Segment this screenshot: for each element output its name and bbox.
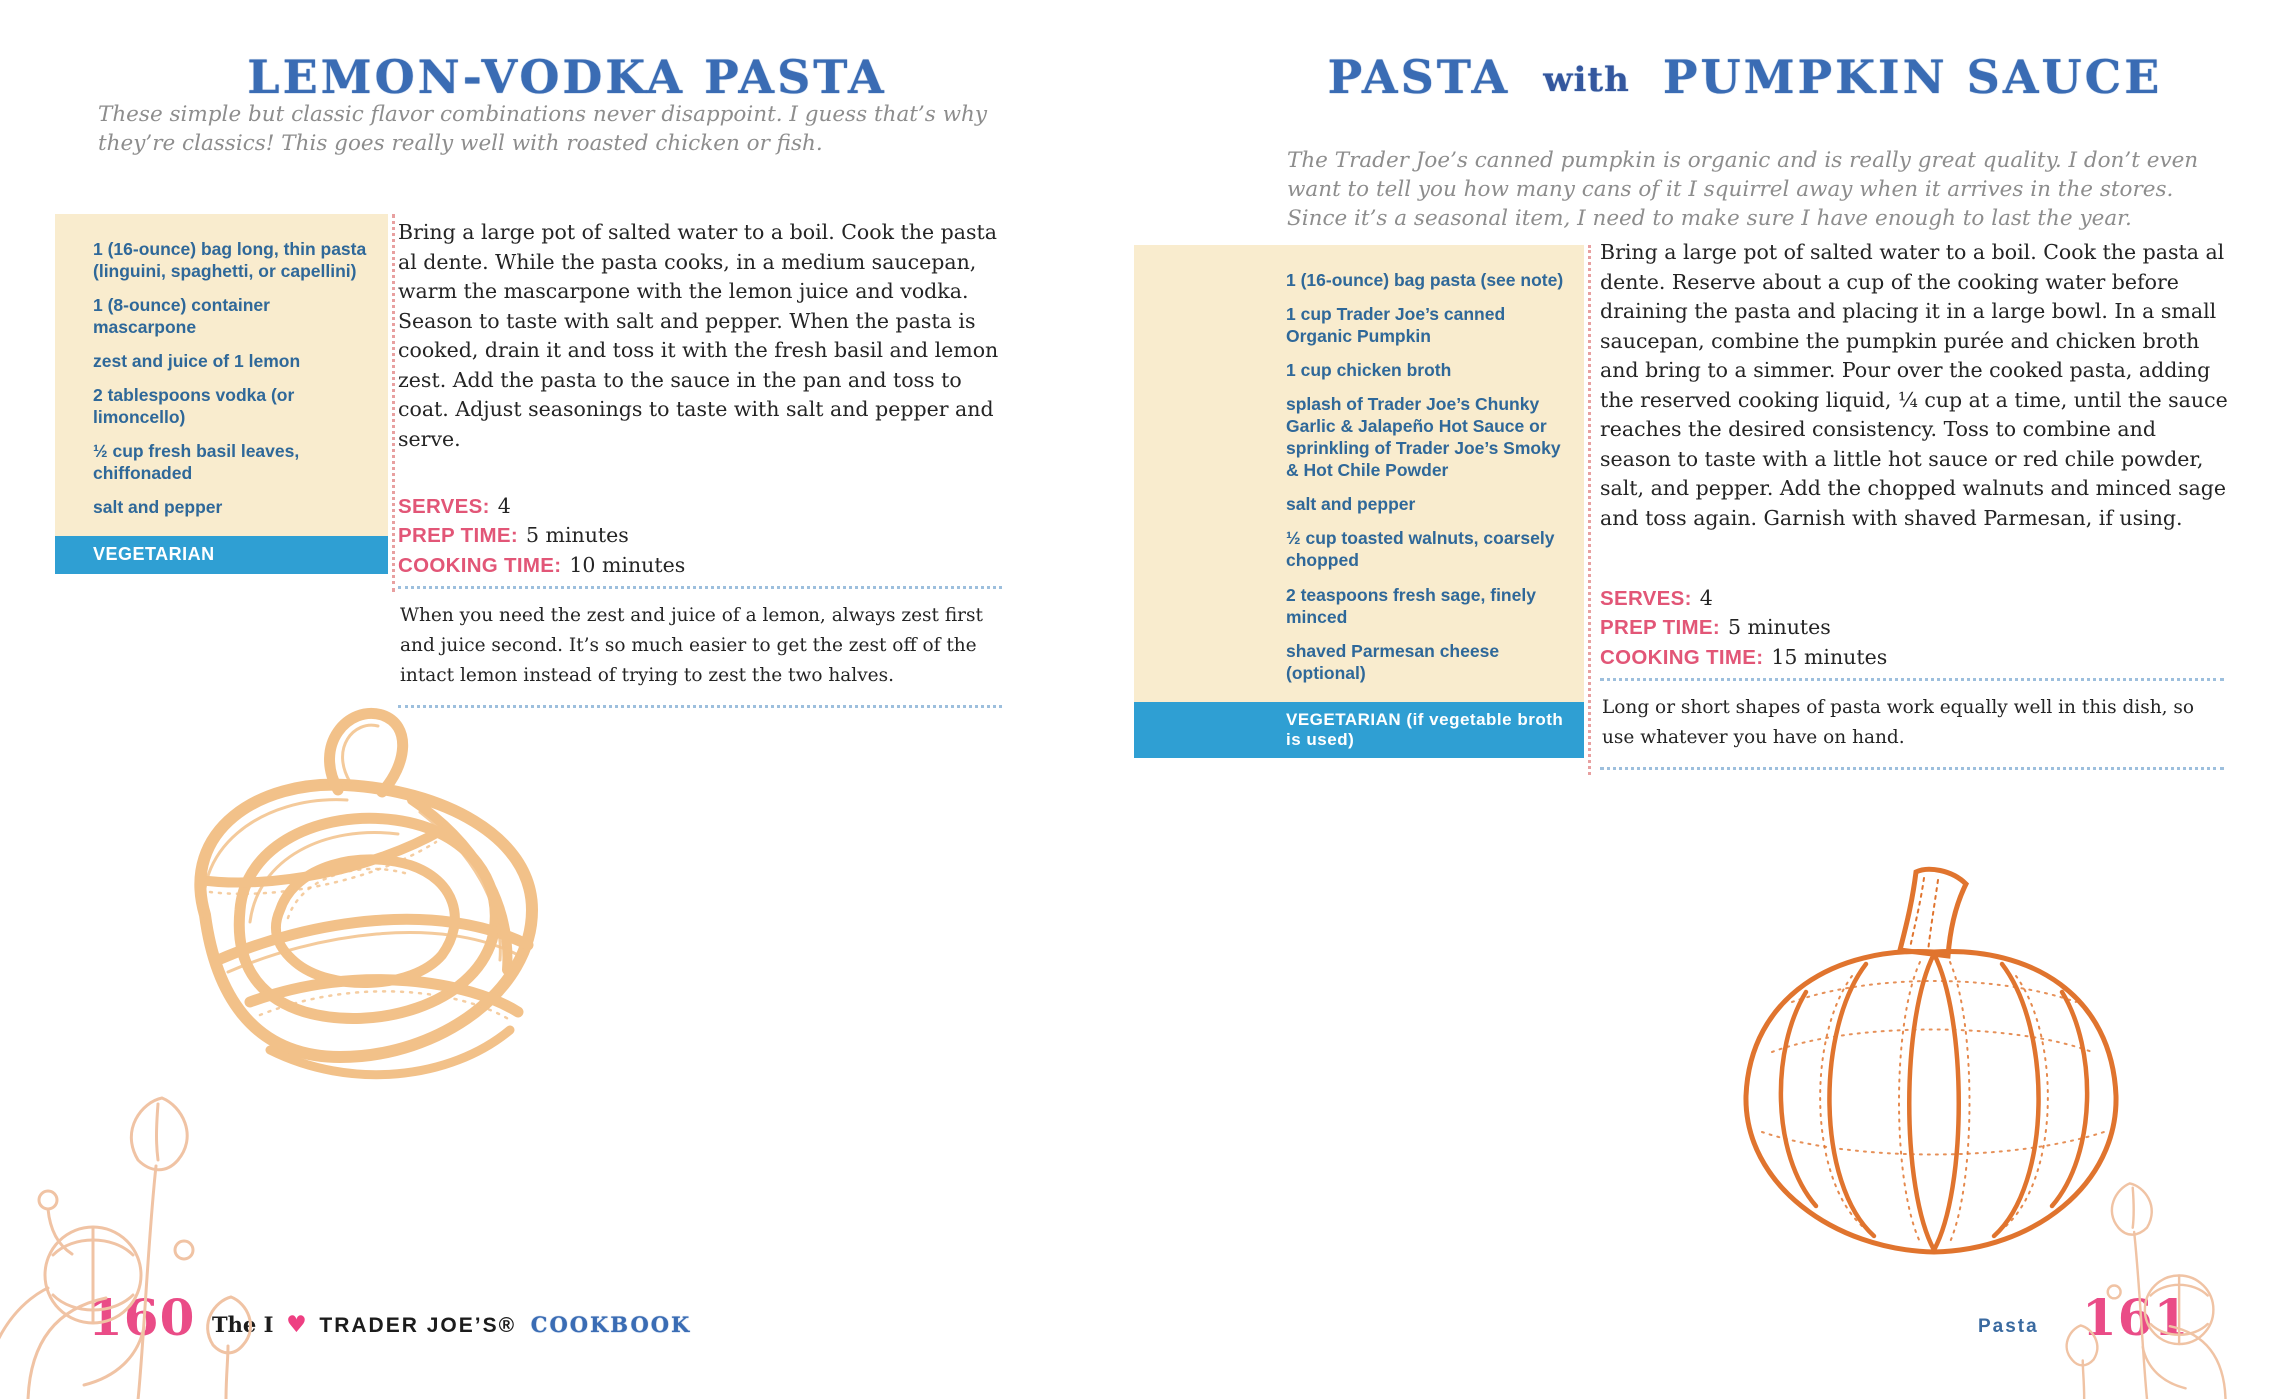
ingredient-item: zest and juice of 1 lemon (93, 351, 301, 372)
ingredient-item: shaved Parmesan cheese (optional) (1286, 640, 1500, 683)
ingredient-item: 1 (8-ounce) container mascarpone (93, 295, 270, 338)
cook-label: COOKING TIME: (1600, 645, 1764, 669)
recipe-tip-left: When you need the zest and juice of a lemon, always zest first and juice second. It’s so much easier to get the zest off of the intact lemon instead of trying to zest the two halves. (398, 586, 1002, 708)
dotted-divider-vertical (1588, 245, 1591, 775)
cook-value: 10 minutes (569, 552, 686, 577)
serves-value: 4 (1699, 586, 1713, 610)
book-title-prefix: The I (212, 1312, 274, 1337)
floral-corner-left-icon (0, 1040, 288, 1399)
page-title-left: LEMON-VODKA PASTA (247, 50, 887, 104)
ingredient-item: 1 cup chicken broth (1286, 360, 1452, 381)
serves-label: SERVES: (398, 495, 490, 518)
serves-value: 4 (497, 494, 511, 518)
ingredient-item: 1 cup Trader Joe’s canned Organic Pumpkin (1286, 304, 1506, 347)
prep-line (398, 521, 1004, 550)
ingredient-box-left (55, 214, 388, 574)
prep-value: 5 minutes (525, 523, 629, 548)
vegetarian-badge: VEGETARIAN (if vegetable broth is used) (1134, 702, 1584, 759)
vegetarian-badge: VEGETARIAN (55, 536, 388, 574)
recipe-meta-left (398, 492, 1004, 580)
prep-value: 5 minutes (1727, 615, 1831, 640)
ingredient-item: salt and pepper (1286, 494, 1416, 515)
ingredient-item: salt and pepper (93, 497, 223, 518)
recipe-instructions-left: Bring a large pot of salted water to a boil. Cook the pasta al dente. While the pasta cooks, in a medium saucepan, warm the mascarpone with the lemon juice and vodka. Season to taste with salt and pepper. When the pasta is cooked, drain it and toss it with the fresh basil and lemon zest. Add the pasta to the sauce in the pan and toss to coat. Adjust seasonings to taste with salt and pepper and serve. (398, 220, 999, 451)
floral-corner-right-icon (2022, 1142, 2269, 1399)
page-number-right: 161 (2082, 1288, 2190, 1347)
recipe-meta-right (1600, 584, 2228, 672)
serves-line (1600, 584, 2228, 613)
page-number-left: 160 (88, 1288, 196, 1347)
serves-label: SERVES: (1600, 587, 1692, 610)
ingredient-item: 1 (16-ounce) bag pasta (see note) (1286, 270, 1564, 290)
ingredient-item: splash of Trader Joe’s Chunky Garlic & Jalapeño Hot Sauce or sprinkling of Trader Joe’s Smoky & Hot Chile Powder (1286, 394, 1561, 481)
book-title-brand: TRADER JOE’S® (319, 1314, 517, 1337)
recipe-intro-right: The Trader Joe’s canned pumpkin is organic and is really great quality. I don’t even want to tell you how many cans of it I squirrel away when it arrives in the stores. Since it’s a seasonal item, I need to make sure I have enough to last the year. (1287, 148, 2199, 232)
section-label: Pasta (1978, 1316, 2039, 1337)
prep-label: PREP TIME: (1600, 616, 1720, 640)
recipe-tip-right: Long or short shapes of pasta work equally well in this dish, so use whatever you have on hand. (1600, 678, 2224, 770)
serves-line (398, 492, 1004, 521)
recipe-instructions-right: Bring a large pot of salted water to a boil. Cook the pasta al dente. Reserve about a cup of the cooking water before draining the pasta and placing it in a large bowl. In a small saucepan, combine the pumpkin purée and chicken broth and bring to a simmer. Pour over the cooked pasta, adding the reserved cooking liquid, ¼ cup at a time, until the sauce reaches the desired consistency. Toss to combine and season to taste with a little hot sauce or red chile powder, salt, and pepper. Add the chopped walnuts and minced sage and toss again. Garnish with shaved Parmesan, if using. (1600, 240, 2228, 530)
ingredient-box-right (1134, 245, 1584, 758)
cook-value: 15 minutes (1771, 644, 1888, 669)
title-part-1: PASTA (1327, 50, 1511, 104)
ingredient-item: ½ cup fresh basil leaves, chiffonaded (93, 441, 300, 484)
ingredient-list (1134, 245, 1584, 702)
book-title-book: COOKBOOK (530, 1312, 692, 1337)
ingredient-list (55, 214, 388, 536)
ingredient-item: 1 (16-ounce) bag long, thin pasta (linguini, spaghetti, or capellini) (93, 239, 367, 282)
prep-line (1600, 613, 2228, 642)
ingredient-item: ½ cup toasted walnuts, coarsely chopped (1286, 528, 1555, 571)
ingredient-item: 2 tablespoons vodka (or limoncello) (93, 385, 295, 428)
prep-label: PREP TIME: (398, 524, 518, 548)
cook-label: COOKING TIME: (398, 553, 562, 577)
heart-icon: ♥ (286, 1312, 307, 1338)
dotted-divider-vertical (392, 214, 395, 592)
title-part-2: PUMPKIN SAUCE (1662, 50, 2163, 104)
page-title-right (1290, 50, 2200, 104)
cook-line (398, 551, 1004, 580)
recipe-intro-left: These simple but classic flavor combinations never disappoint. I guess that’s why they’re classics! This goes really well with roasted chicken or fish. (98, 102, 987, 157)
cook-line (1600, 643, 2228, 672)
ingredient-item: 2 teaspoons fresh sage, finely minced (1286, 584, 1536, 627)
title-with: with (1543, 60, 1630, 100)
